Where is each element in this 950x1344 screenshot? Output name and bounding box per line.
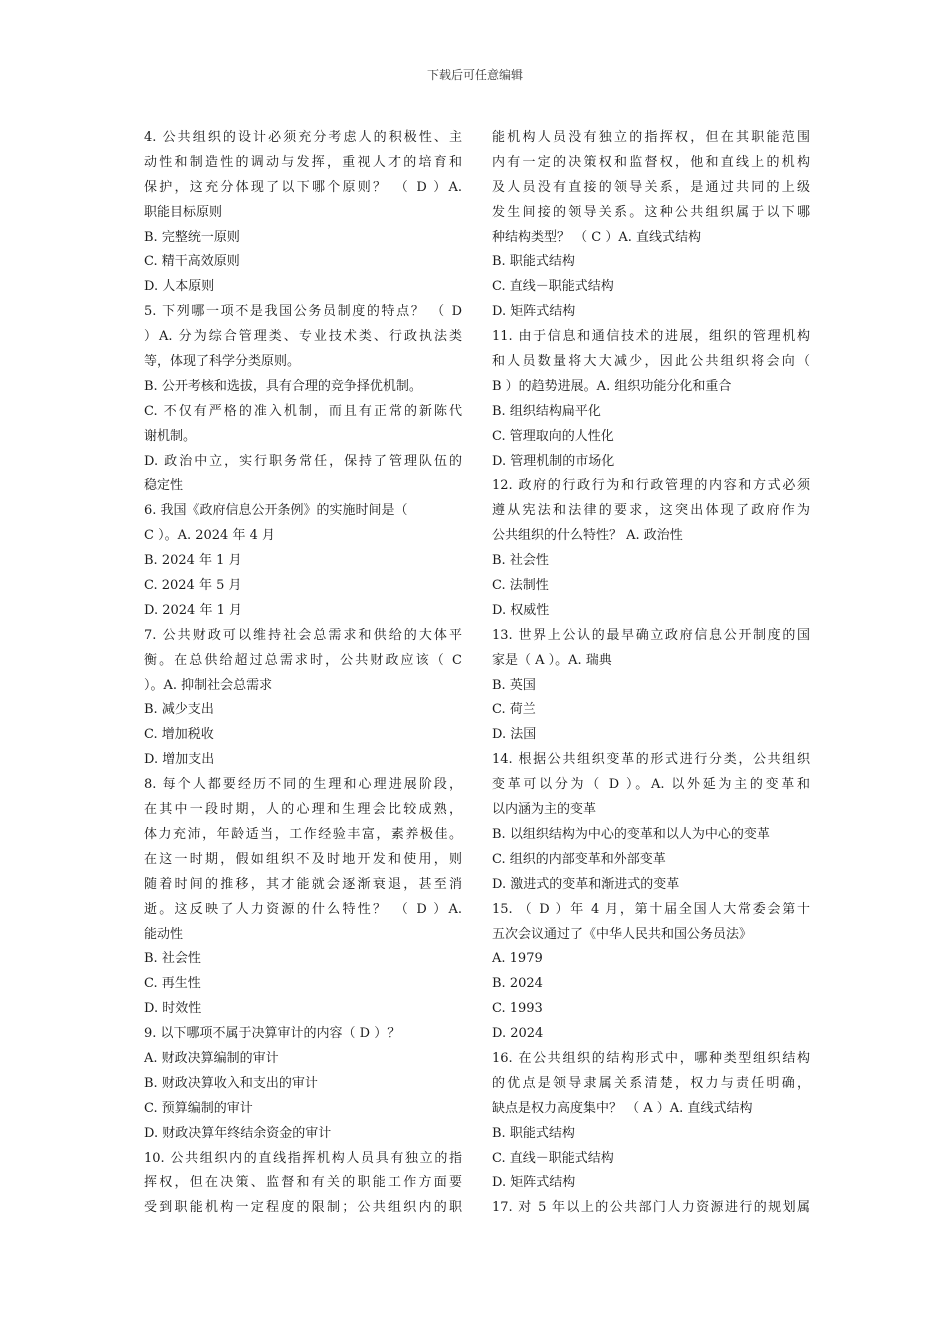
text-line: D. 2024 年 1 月 [144,602,242,618]
text-line: C. 2024 年 5 月 [144,578,242,594]
text-line: 以内涵为主的变革 [492,802,597,818]
text-line: D. 矩阵式结构 [492,304,576,320]
text-line: 6. 我国《政府信息公开条例》的实施时间是（ [144,503,408,519]
text-line: B. 职能式结构 [492,254,575,270]
text-line: B. 公开考核和选拔，具有合理的竞争择优机制。 [144,378,422,394]
text-line: 能动性 [144,926,184,942]
text-line: B. 2024 [492,976,543,992]
text-line: 职能目标原则 [144,204,223,220]
text-line: D. 增加支出 [144,752,215,768]
text-line: B. 减少支出 [144,702,214,718]
text-line: B. 2024 年 1 月 [144,553,242,569]
text-line: 内有一定的决策权和监督权，他和直线上的机构 [492,154,810,170]
text-line: D. 财政决算年终结余资金的审计 [144,1125,332,1141]
text-line: C. 法制性 [492,578,549,594]
text-line: 12. 政府的行政行为和行政管理的内容和方式必须 [492,478,810,494]
text-line: 逝。这反映了人力资源的什么特性？ （ D ）A. [144,901,462,917]
text-line: B ）的趋势进展。A. 组织功能分化和重合 [492,378,732,394]
text-line: 缺点是权力高度集中？ （ A ）A. 直线式结构 [492,1100,753,1116]
text-line: 稳定性 [144,478,184,494]
text-line: 11. 由于信息和通信技术的进展，组织的管理机构 [492,329,810,345]
text-line: 5. 下列哪一项不是我国公务员制度的特点？ （ D [144,304,462,320]
text-line: 9. 以下哪项不属于决算审计的内容（ D ）？ [144,1026,401,1042]
text-line: 挥权，但在决策、监督和有关的职能工作方面要 [144,1175,462,1191]
text-line: D. 时效性 [144,1001,202,1017]
text-line: D. 管理机制的市场化 [492,453,615,469]
text-line: 17. 对 5 年以上的公共部门人力资源进行的规划属 [492,1200,810,1216]
text-line: B. 英国 [492,677,536,693]
text-line: C. 增加税收 [144,727,214,743]
text-line: C. 荷兰 [492,702,536,718]
text-line: 15. （ D ）年 4 月，第十届全国人大常委会第十 [492,901,810,917]
text-line: 发生间接的领导关系。这种公共组织属于以下哪 [492,204,810,220]
text-line: 7. 公共财政可以维持社会总需求和供给的大体平 [144,627,462,643]
text-line: 及人员没有直接的领导关系，是通过共同的上级 [492,179,810,195]
text-line: 五次会议通过了《中华人民共和国公务员法》 [492,926,753,942]
text-line: 动性和制造性的调动与发挥，重视人才的培育和 [144,154,462,170]
text-line: 能机构人员没有独立的指挥权，但在其职能范围 [492,130,810,145]
text-line: D. 矩阵式结构 [492,1175,576,1191]
text-line: 和人员数量将大大减少，因此公共组织将会向（ [492,354,810,370]
text-line: 保护，这充分体现了以下哪个原则？ （ D ）A. [144,179,462,195]
text-line: B. 完整统一原则 [144,229,240,245]
text-line: B. 以组织结构为中心的变革和以人为中心的变革 [492,826,770,842]
text-line: 种结构类型？ （ C ）A. 直线式结构 [492,229,701,245]
text-line: 在这一时期，假如组织不及时地开发和使用，则 [144,851,462,867]
text-line: A. 1979 [492,951,543,967]
text-line: 等，体现了科学分类原则。 [144,354,301,370]
page-header: 下载后可任意编辑 [426,68,523,82]
text-line: 16. 在公共组织的结构形式中，哪种类型组织结构 [492,1050,810,1066]
text-line: ）。A. 抑制社会总需求 [144,677,273,693]
text-line: C. 直线－职能式结构 [492,279,614,295]
text-line: 体力充沛，年龄适当，工作经验丰富，素养极佳。 [144,826,462,842]
text-line: 随着时间的推移，其才能就会逐渐衰退，甚至消 [144,876,462,892]
text-line: C. 组织的内部变革和外部变革 [492,851,666,867]
text-line: C. 预算编制的审计 [144,1100,253,1116]
text-line: D. 人本原则 [144,279,215,295]
text-line: C. 再生性 [144,976,201,992]
text-line: 13. 世界上公认的最早确立政府信息公开制度的国 [492,627,810,643]
text-line: B. 组织结构扁平化 [492,403,601,419]
text-line: A. 财政决算编制的审计 [144,1050,279,1066]
text-line: 遵从宪法和法律的要求，这突出体现了政府作为 [492,503,810,519]
text-line: C. 直线－职能式结构 [492,1150,614,1166]
text-line: B. 职能式结构 [492,1125,575,1141]
text-line: B. 财政决算收入和支出的审计 [144,1075,318,1091]
text-line: C. 不仅有严格的准入机制，而且有正常的新陈代 [144,403,462,419]
right-column [492,126,810,1221]
text-line: D. 激进式的变革和渐进式的变革 [492,876,680,892]
text-line: 衡。在总供给超过总需求时，公共财政应该（ C [144,652,462,668]
text-line: ）A. 分为综合管理类、专业技术类、行政执法类 [144,329,462,345]
text-line: B. 社会性 [492,553,549,569]
text-line: D. 政治中立，实行职务常任，保持了管理队伍的 [144,453,462,469]
text-line: 变革可以分为（ D ）。A. 以外延为主的变革和 [492,777,810,793]
text-line: C. 管理取向的人性化 [492,428,614,444]
text-line: D. 2024 [492,1026,544,1042]
text-line: D. 法国 [492,727,537,743]
text-line: 14. 根据公共组织变革的形式进行分类，公共组织 [492,752,810,768]
text-line: B. 社会性 [144,951,201,967]
text-line: 家是（ A ）。A. 瑞典 [492,652,612,668]
text-line: 4. 公共组织的设计必须充分考虑人的积极性、主 [144,130,462,145]
text-line: 在其中一段时期，人的心理和生理会比较成熟， [144,802,462,818]
text-line: C. 精干高效原则 [144,254,240,270]
text-line: D. 权威性 [492,602,550,618]
text-line: 公共组织的什么特性？ A. 政治性 [492,528,683,544]
left-column [144,126,462,1221]
text-line: 受到职能机构一定程度的限制；公共组织内的职 [144,1200,462,1216]
text-line: C ）。A. 2024 年 4 月 [144,528,275,544]
text-line: 的优点是领导隶属关系清楚，权力与责任明确， [492,1075,810,1091]
text-line: C. 1993 [492,1001,543,1017]
text-line: 10. 公共组织内的直线指挥机构人员具有独立的指 [144,1150,462,1166]
text-line: 谢机制。 [144,428,197,444]
text-line: 8. 每个人都要经历不同的生理和心理进展阶段， [144,777,462,793]
